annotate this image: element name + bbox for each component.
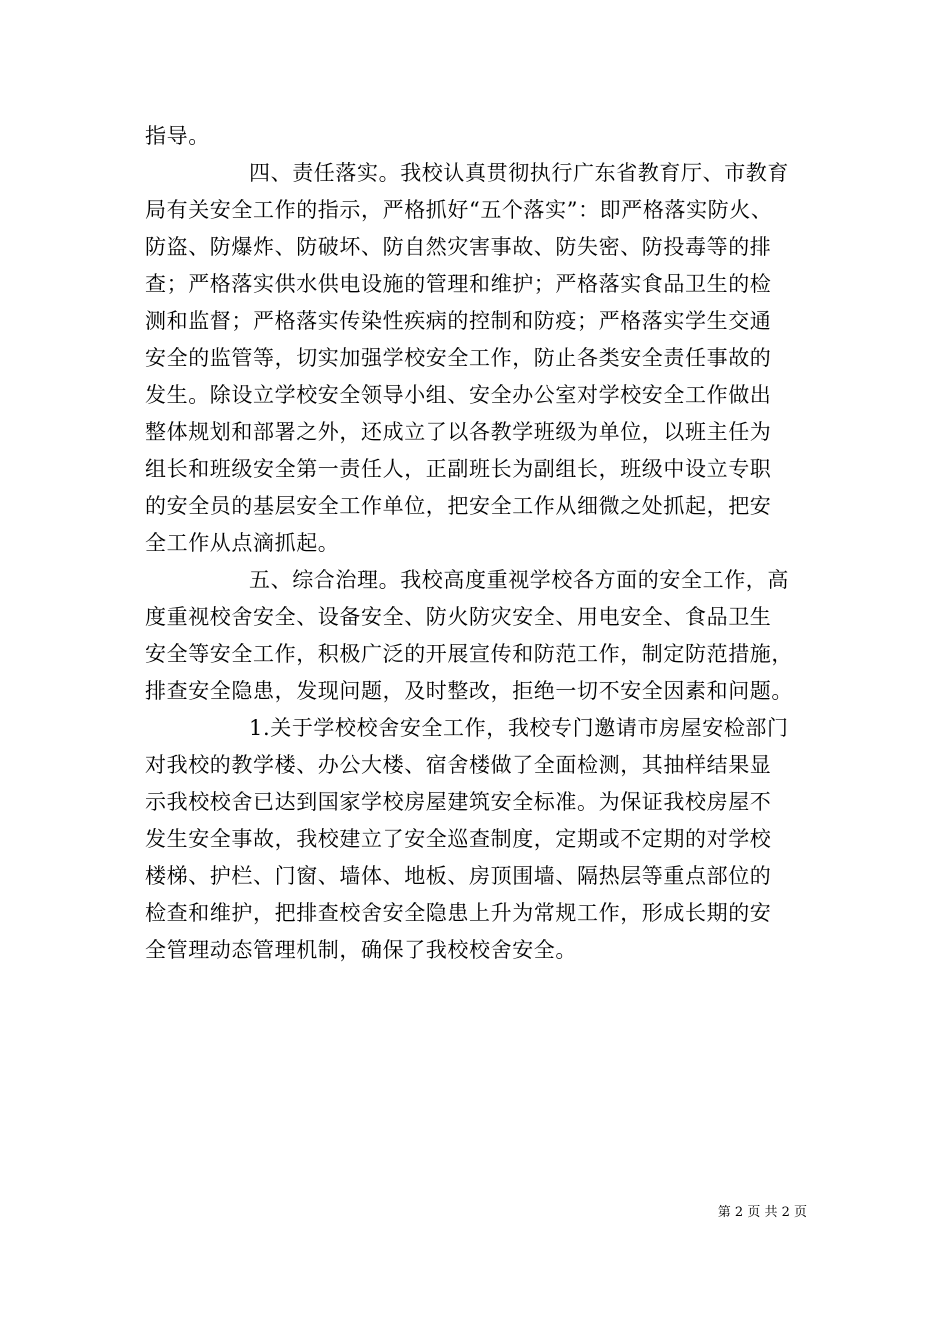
text-line: 楼梯、护栏、门窗、墙体、地板、房顶围墙、隔热层等重点部位的 [145, 864, 772, 888]
text-line: 测和监督；严格落实传染性疾病的控制和防疫；严格落实学生交通 [145, 309, 772, 333]
section-heading-line: 四、责任落实。我校认真贯彻执行广东省教育厅、市教育 [249, 161, 789, 185]
subsection-line: 1.关于学校校舍安全工作，我校专门邀请市房屋安检部门 [249, 716, 789, 740]
text-line: 示我校校舍已达到国家学校房屋建筑安全标准。为保证我校房屋不 [145, 790, 772, 814]
text-line: 查；严格落实供水供电设施的管理和维护；严格落实食品卫生的检 [145, 272, 772, 296]
text-line: 度重视校舍安全、设备安全、防火防灾安全、用电安全、食品卫生 [145, 605, 772, 629]
page-number-footer: 第 2 页 共 2 页 [717, 1205, 807, 1220]
text-line: 发生。除设立学校安全领导小组、安全办公室对学校安全工作做出 [145, 383, 772, 407]
text-line: 组长和班级安全第一责任人，正副班长为副组长，班级中设立专职 [145, 457, 772, 481]
text-line: 的安全员的基层安全工作单位，把安全工作从细微之处抓起，把安 [145, 494, 772, 518]
text-line: 安全的监管等，切实加强学校安全工作，防止各类安全责任事故的 [145, 346, 772, 370]
text-line: 全工作从点滴抓起。 [145, 531, 340, 555]
text-line: 检查和维护，把排查校舍安全隐患上升为常规工作，形成长期的安 [145, 901, 772, 925]
text-line: 发生安全事故，我校建立了安全巡查制度，定期或不定期的对学校 [145, 827, 772, 851]
text-line: 防盗、防爆炸、防破坏、防自然灾害事故、防失密、防投毒等的排 [145, 235, 772, 259]
text-line: 安全等安全工作，积极广泛的开展宣传和防范工作，制定防范措施， [145, 642, 793, 666]
text-line: 对我校的教学楼、办公大楼、宿舍楼做了全面检测，其抽样结果显 [145, 753, 772, 777]
text-line: 指导。 [145, 124, 210, 148]
text-line: 全管理动态管理机制，确保了我校校舍安全。 [145, 938, 577, 962]
text-line: 整体规划和部署之外，还成立了以各教学班级为单位，以班主任为 [145, 420, 772, 444]
section-heading-line: 五、综合治理。我校高度重视学校各方面的安全工作，高 [249, 568, 789, 592]
text-line: 排查安全隐患，发现问题，及时整改，拒绝一切不安全因素和问题。 [145, 679, 793, 703]
text-line: 局有关安全工作的指示，严格抓好“五个落实”：即严格落实防火、 [145, 198, 773, 222]
